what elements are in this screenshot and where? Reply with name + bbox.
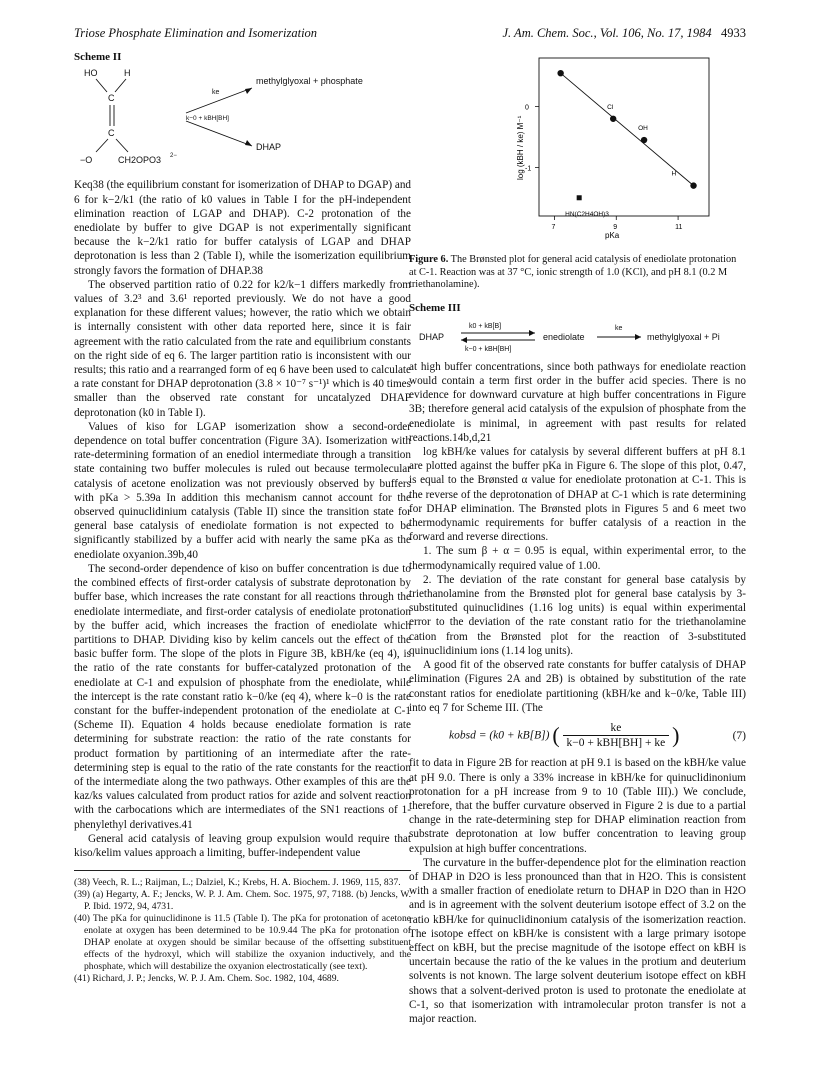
point-label: OH xyxy=(638,125,648,133)
point-label: HN(C2H4OH)3 xyxy=(565,210,609,218)
right-paragraph-5: A good fit of the observed rate constants for buffer catalysis of DHAP elimination (Figures 2A and 2B) is obtained by substitution of the rate constant ratios for enediolate partitioning (kBH/ke and k−0/ke, Table III) into eq 7 for Scheme III. (The xyxy=(409,659,746,714)
equation-7-fraction xyxy=(563,721,670,750)
footnote-rule xyxy=(74,870,411,871)
plot-frame xyxy=(539,58,709,216)
journal-volume: Vol. 106, No. 17, 1984 xyxy=(599,26,712,40)
bronsted-fit-line xyxy=(561,73,694,185)
right-paragraph-4: 2. The deviation of the rate constant for general base catalysis by triethanolamine from the Brønsted plot for general base catalysis by 3-substituted quinuclidines (1.16 log units) is equal within experimental error to the deviation of the rate constant ratio for the triethanolamine cation from the Brønsted plot for the reaction of 3-substituted quinuclidinium ions (1.14 log units). xyxy=(409,573,746,657)
scheme-3-title: Scheme III xyxy=(409,302,461,315)
y-tick-label: -1 xyxy=(525,165,532,173)
footnote-40: (40) The pKa for quinuclidinone is 11.5 (Table I). The pKa for protonation of acetone enolate at oxygen has been determined to be 10.9.44 The pKa for protonation of DHAP enolate at oxygen should be similar because of the offsetting substituent effects of the hydroxyl, which will stabilize the oxyanion inductively, and the phosphate, which will destabilize the oxyanion electrostatically (see text). xyxy=(74,913,411,973)
svg-text:2−: 2− xyxy=(170,153,177,160)
journal-name: J. Am. Chem. Soc. xyxy=(502,26,594,40)
scheme-k-minus-0: k−0 + kBH[BH] xyxy=(186,115,229,123)
equation-7-numerator: ke xyxy=(563,721,670,736)
equation-7-lhs: kobsd = (k0 + kB[B]) xyxy=(449,729,550,742)
right-paragraph-3: 1. The sum β + α = 0.95 is equal, within experimental error, to the thermodynamically required value of 1.00. xyxy=(409,545,746,572)
scheme-2-diagram xyxy=(74,66,411,174)
equation-7 xyxy=(409,721,746,750)
right-paragraph-6: fit to data in Figure 2B for reaction at pH 9.1 is based on the kBH/ke value at pH 9.0. There is only a 33% increase in kBH/ke for quinuclidinonium protonation for a pH increase from 9 to 10 (Table III).) We conclude, therefore, that the buffer curvature observed in Figure 2 is due to a partial change in the rate-determining step for DHAP elimination reaction from substrate deprotonation at low buffer concentration to leaving group expulsion at high buffer concentrations. xyxy=(409,757,746,855)
x-tick-label: 11 xyxy=(675,224,683,231)
left-column xyxy=(74,50,411,985)
left-paragraph-3: Values of kiso for LGAP isomerization show a second-order dependence on total buffer concentration (Figure 3A). Isomerization with rate-determining formation of an enediol intermediate through a transition state containing two buffer molecules is ruled out because termolecular catalysis of acetone enolization was not previously observed by buffers with pKa > 5.39a In addition this mechanism cannot account for the observed quinuclidinium catalysis (Table II) since the transition state for general base catalysis of enediolate formation is not expected to be significantly stabilized by a buffer acid with nearly the same pKa as the enediolate oxyanion.39b,40 xyxy=(74,420,411,561)
journal-citation: J. Am. Chem. Soc., Vol. 106, No. 17, 1984 4933 xyxy=(502,26,746,40)
figure-6-xlabel: pKa xyxy=(605,231,620,240)
scheme-c2: C xyxy=(108,128,115,139)
point-label: Cl xyxy=(607,103,614,111)
x-tick-label: 7 xyxy=(551,224,556,231)
x-tick-label: 9 xyxy=(613,224,618,231)
data-point xyxy=(610,116,616,122)
page-number: 4933 xyxy=(721,26,746,40)
left-paragraph-1: Keq38 (the equilibrium constant for isomerization of DHAP to DGAP) and 6 for k−2/k1 (the ratio of k0 values in Table I for the pH-independent elimination reaction of LGAP and DHAP). C-2 protonation of the enediolate by buffer to give DGAP is not experimentally significant because the k−2/k1 ratio for buffer catalysis of LGAP and DHAP deprotonation is less than 2 (Table I), while the isomerization equilibrium strongly favors the formation of DHAP.38 xyxy=(74,179,412,277)
scheme-o-minus: −O xyxy=(80,155,93,166)
data-point xyxy=(690,182,696,188)
footnote-41: (41) Richard, J. P.; Jencks, W. P. J. Am. Chem. Soc. 1982, 104, 4689. xyxy=(74,973,339,985)
data-point xyxy=(641,137,647,143)
y-tick-label: 0 xyxy=(525,104,529,112)
scheme3-enediolate: enediolate xyxy=(543,331,585,342)
left-paragraph-5: General acid catalysis of leaving group expulsion would require that kiso/kelim values approach a limiting, buffer-independent value xyxy=(74,832,411,859)
data-point xyxy=(557,70,563,76)
left-paragraph-2: The observed partition ratio of 0.22 for k2/k−1 differs markedly from values of 3.2³ and 3.6¹ reported previously. We do not have a good explanation for these different values; however, the ratio which we obtain is internally consistent with other data reported here, since it is fair agreement with the ratio calculated from the rate and equilibrium constants on the right side of eq 6. The larger partition ratio is inconsistent with our results; this ratio and a rearranged form of eq 6 have been used to calculate a rate constant for DHAP deprotonation (3.8 × 10⁻⁷ s⁻¹)¹ which is 40 times smaller than the observed rate constant for uncatalyzed DHAP deprotonation (k0 in Table I). xyxy=(74,278,411,419)
right-column xyxy=(409,50,746,1026)
scheme3-dhap: DHAP xyxy=(419,331,445,342)
scheme3-reverse: k−0 + kBH[BH] xyxy=(465,345,512,353)
running-title: Triose Phosphate Elimination and Isomerization xyxy=(74,26,318,40)
scheme-h: H xyxy=(124,68,131,79)
scheme-c1: C xyxy=(108,93,115,104)
equation-7-number: (7) xyxy=(732,729,746,742)
scheme3-ke: ke xyxy=(615,324,623,332)
equation-7-body: kobsd = (k0 + kB[B]) ( $\frac{ke}{\text{k−0 + kBH[BH] + ke}}$ ) xyxy=(449,721,680,750)
scheme-2-title: Scheme II xyxy=(74,51,122,63)
scheme-3-diagram xyxy=(409,318,746,356)
figure-6-caption-label: Figure 6. xyxy=(409,254,449,266)
right-paragraph-7: The curvature in the buffer-dependence plot for the elimination reaction of DHAP in D2O is less pronounced than that in H2O. This is consistent with a smaller fraction of enediolate return to DHAP in D2O than in H2O and is in agreement with the solvent deuterium isotope effect of 3.2 on the ratio kBH/ke for quinuclidinonium catalysis of the isomerization reaction. The isotope effect on kBH/ke is consistent with a large primary isotope effect on kBH, but the precise magnitude of the isotope effect on kBH is uncertain because the ratio of the ke values in the protium and deuterium solvents is not known. The large solvent deuterium isotope effect on kBH shows that a solvent-derived proton is used to protonate the enediolate at C-1, so that isomerization with intramolecular proton transfer is not a major reaction. xyxy=(409,856,746,1025)
figure-6-chart xyxy=(409,50,746,250)
footnote-39: (39) (a) Hegarty, A. F.; Jencks, W. P. J. Am. Chem. Soc. 1975, 97, 7188. (b) Jencks, W. P. Ibid. 1972, 94, 4731. xyxy=(74,889,411,913)
figure-6-caption xyxy=(409,254,746,291)
left-paragraph-4: The second-order dependence of kiso on buffer concentration is due to the combined effects of first-order catalysis of substrate deprotonation by buffer base, which increases the rate constant for all reactions through the enediolate intermediate, and first-order catalysis of enediolate protonation by the buffer acid, which increases the fraction of enediolate which partitions to DHAP. Dividing kiso by kelim cancels out the effect of the basic buffer form. The slope of the plots in Figure 3B, kBH/ke (eq 4), is the ratio of the rate constants for buffer-catalyzed protonation of the enediolate at C-1 and expulsion of phosphate from the enediolate, while the intercept is the rate constant ratio k−0/ke (eq 4), where k−0 is the rate constant for the buffer-independent protonation of the enediolate at C-1 (Scheme II). Equation 4 holds because enediolate formation is rate determining for substrate reaction: the ratio of the rate constants for product formation by partitioning of an intermediate after the rate-determining step is equal to the ratio of the rate constants for the reaction of the intermediate along the two pathways. Other examples of this are the kaz/ks values calculated from product ratios for azide and solvent reaction with the carbocations which are intermediates of the SN1 reactions of 1-phenylethyl derivatives.41 xyxy=(74,562,411,831)
right-paragraph-2: log kBH/ke values for catalysis by several different buffers at pH 8.1 are plotted against the buffer pKa in Figure 6. The slope of this plot, 0.47, is equal to the Brønsted α value for enediolate protonation at C-1. This is the reverse of the deprotonation of DHAP at C-1 which is rate determining for DHAP elimination. The Brønsted plots in Figures 5 and 6 meet two thermodynamic requirements for buffer catalysis of a reaction in the forward and reverse directions. xyxy=(409,446,746,544)
point-label: H xyxy=(671,170,677,178)
scheme-ke: ke xyxy=(212,89,220,97)
equation-7-denominator: k−0 + kBH[BH] + ke xyxy=(566,737,666,750)
scheme-product-1: methylglyoxal + phosphate xyxy=(256,76,363,87)
scheme-ch2opo3: CH2OPO3 xyxy=(118,155,162,166)
scheme-product-2: DHAP xyxy=(256,142,282,153)
right-paragraph-1: at high buffer concentrations, since both pathways for enediolate reaction would contain a term first order in the buffer acid species. There is no evidence for downward curvature at high buffer concentrations in Figure 3B; therefore general acid catalysis of the expulsion of phosphate from the enediolate is minimal, in agreement with past results for related reactions.14b,d,21 xyxy=(409,360,746,444)
footnote-38: (38) Veech, R. L.; Raijman, L.; Dalziel, K.; Krebs, H. A. Biochem. J. 1969, 115, 837. xyxy=(74,877,401,889)
scheme-ho: HO xyxy=(84,68,98,79)
data-point-triethanolamine xyxy=(577,195,582,200)
figure-6-caption-text: The Brønsted plot for general acid catalysis of enediolate protonation at C-1. Reaction was at 37 °C, ionic strength of 1.0 (KCl), and pH 8.1 (0.2 M triethanolamine). xyxy=(409,254,737,291)
scheme3-forward: k0 + kB[B] xyxy=(469,322,502,330)
figure-6-ylabel: log (kBH / ke) M⁻¹ xyxy=(516,115,525,180)
scheme3-product: methylglyoxal + Pi xyxy=(647,331,720,342)
